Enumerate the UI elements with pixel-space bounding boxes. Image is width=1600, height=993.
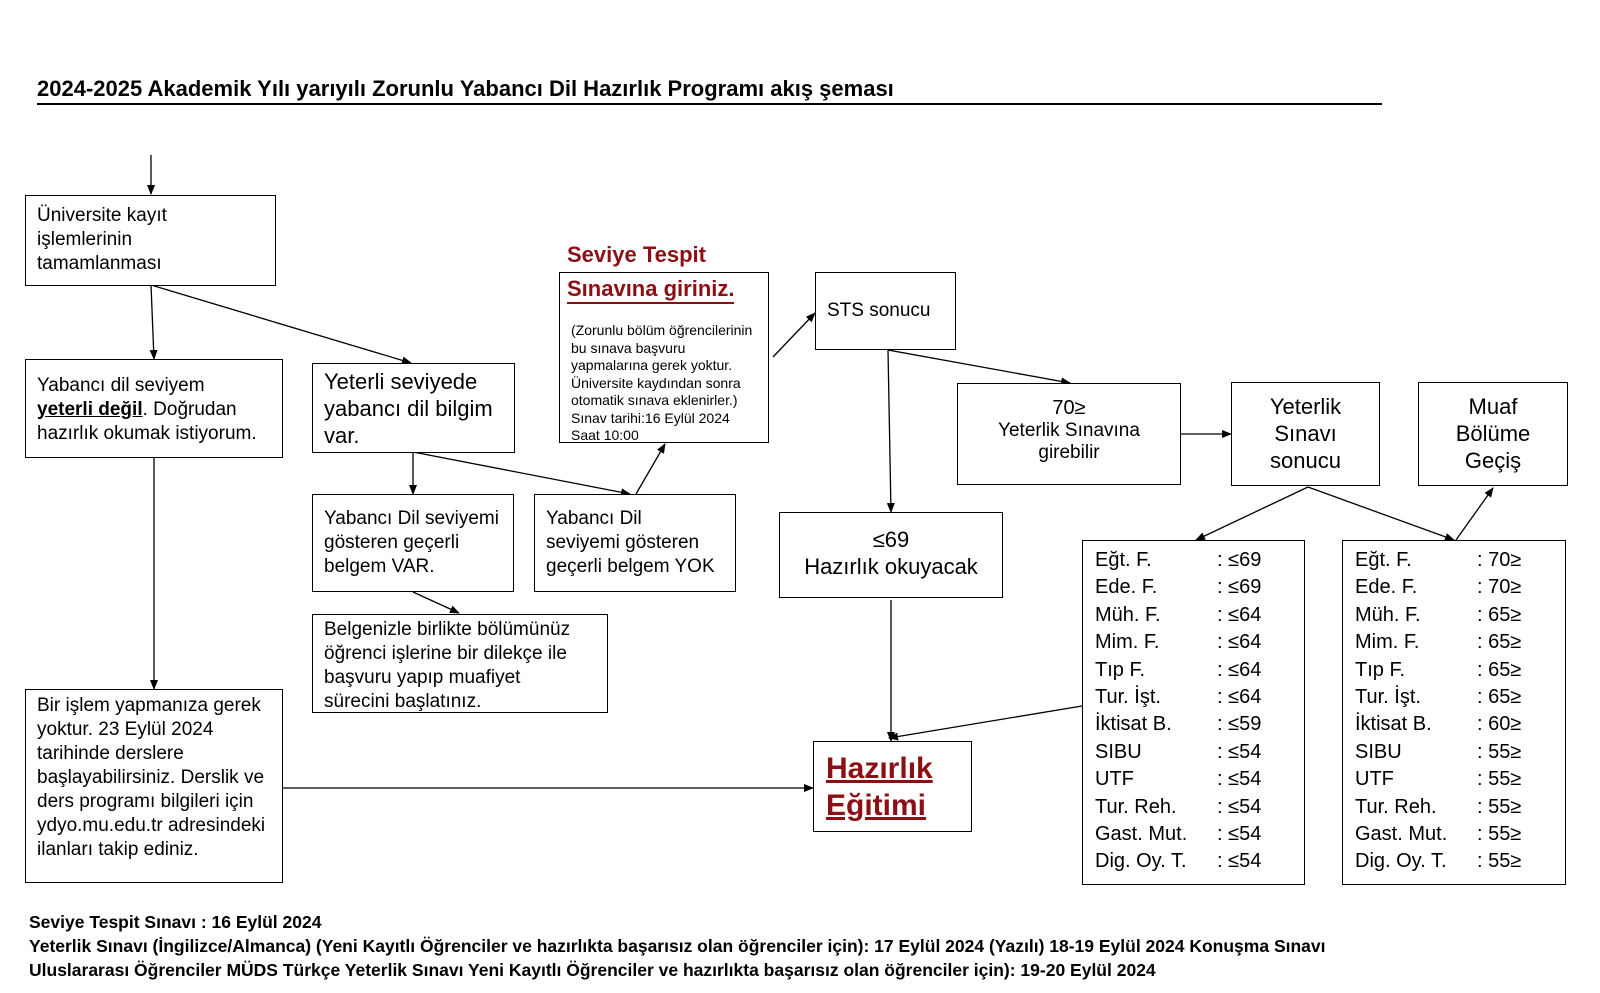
faculty-name: Mim. F.: [1355, 631, 1420, 654]
faculty-name: Gast. Mut.: [1355, 823, 1448, 846]
score-threshold: : ≤64: [1217, 603, 1262, 626]
no-action-line: ilanları takip ediniz.: [37, 839, 199, 860]
score-threshold: : ≤54: [1217, 823, 1262, 846]
arrow-result-to-fail: [1196, 487, 1308, 540]
certificate-yes-line: Yabancı Dil seviyemi: [324, 508, 499, 529]
faculty-name: Dig. Oy. T.: [1095, 850, 1187, 873]
score-row: [1355, 629, 1553, 656]
sufficient-box: [312, 363, 515, 453]
page-title: 2024-2025 Akademik Yılı yarıyılı Zorunlu Yabancı Dil Hazırlık Programı akış şeması: [37, 76, 1382, 105]
prep-will-study-box: [779, 512, 1003, 598]
score-threshold: : ≤59: [1217, 713, 1262, 736]
petition-line: başvuru yapıp muafiyet: [324, 667, 521, 688]
score-row: [1095, 602, 1292, 629]
sufficient-line: var.: [324, 423, 360, 448]
arrow-pass-to-exempt: [1456, 488, 1493, 540]
certificate-yes-line: gösteren geçerli: [324, 532, 460, 553]
registration-line: işlemlerinin: [37, 229, 133, 250]
score-threshold: : 55≥: [1477, 850, 1522, 873]
placement-heading: Seviye Tespit: [567, 242, 706, 267]
score-threshold: : 60≥: [1477, 713, 1522, 736]
no-action-line: tarihinde derslere: [37, 743, 184, 764]
no-action-line: ders programı bilgileri için: [37, 791, 254, 812]
score-row: [1355, 848, 1553, 875]
faculty-name: Mim. F.: [1095, 631, 1160, 654]
score-row: [1095, 848, 1292, 875]
score-row: [1355, 794, 1553, 821]
score-row: [1095, 711, 1292, 738]
arrow-cert-no-to-placement: [636, 444, 665, 494]
score-threshold: : ≤69: [1217, 549, 1262, 571]
placement-note-line: yapmalarına gerek yoktur.: [571, 357, 733, 373]
fail-score-table: [1082, 540, 1305, 885]
footer-line-2: Yeterlik Sınavı (İngilizce/Almanca) (Yeni Kayıtlı Öğrenciler ve hazırlıkta başarısız olan öğrenciler için): 17 Eylül 2024 (Yazılı) 18-19 Eylül 2024 Konuşma Sınavı: [29, 936, 1326, 956]
faculty-name: İktisat B.: [1095, 713, 1172, 736]
score-threshold: : 55≥: [1477, 768, 1522, 791]
proficiency-eligible-box: [957, 383, 1181, 485]
prep-education-line: Hazırlık: [826, 752, 933, 785]
proficiency-result-line: Sınavı: [1274, 421, 1337, 446]
no-action-line: yoktur. 23 Eylül 2024: [37, 719, 214, 740]
certificate-yes-line: belgem VAR.: [324, 556, 435, 577]
score-row: [1355, 766, 1553, 793]
footer-line-1: Seviye Tespit Sınavı : 16 Eylül 2024: [29, 912, 322, 932]
faculty-name: UTF: [1095, 768, 1134, 791]
certificate-no-line: seviyemi gösteren: [546, 532, 700, 553]
not-sufficient-line: . Doğrudan: [142, 399, 237, 420]
prep-label: Hazırlık okuyacak: [804, 554, 978, 579]
faculty-name: Eğt. F.: [1095, 549, 1152, 571]
score-row: [1355, 574, 1553, 601]
arrow-sufficient-to-cert-no: [413, 452, 630, 494]
arrow-cert-yes-to-petition: [413, 592, 459, 613]
registration-box: [25, 195, 276, 286]
not-sufficient-box: [25, 359, 283, 458]
score-row: [1355, 711, 1553, 738]
faculty-name: Tur. İşt.: [1095, 686, 1161, 709]
score-threshold: : 55≥: [1477, 795, 1522, 818]
placement-note-line: Saat 10:00: [571, 427, 639, 443]
faculty-name: Müh. F.: [1095, 603, 1161, 626]
score-threshold: : ≤64: [1217, 658, 1262, 681]
registration-line: Üniversite kayıt: [37, 205, 167, 226]
no-action-line: Bir işlem yapmanıza gerek: [37, 695, 261, 716]
score-row: [1355, 657, 1553, 684]
faculty-name: Müh. F.: [1355, 603, 1421, 626]
arrow-placement-to-sts: [773, 313, 815, 357]
sufficient-line: yabancı dil bilgim: [324, 396, 493, 421]
arrow-result-to-pass: [1308, 487, 1454, 540]
faculty-name: Gast. Mut.: [1095, 823, 1188, 846]
no-action-line: ydyo.mu.edu.tr adresindeki: [37, 815, 266, 836]
certificate-no-line: geçerli belgem YOK: [546, 556, 715, 577]
petition-line: sürecini başlatınız.: [324, 691, 482, 712]
faculty-name: Tur. Reh.: [1095, 795, 1177, 818]
placement-note-line: Sınav tarihi:16 Eylül 2024: [571, 409, 730, 426]
arrow-registration-to-sufficient: [151, 285, 411, 363]
score-threshold: : 65≥: [1477, 631, 1522, 654]
score-row: [1095, 739, 1292, 766]
petition-line: öğrenci işlerine bir dilekçe ile: [324, 643, 567, 664]
sufficient-line: Yeterli seviyede: [324, 369, 478, 394]
placement-heading-sub: Sınavına giriniz.: [567, 276, 734, 304]
score-row: [1355, 821, 1553, 848]
proficiency-result-line: sonucu: [1270, 448, 1341, 473]
score-threshold: : 55≥: [1477, 740, 1522, 763]
proficiency-result-line: Yeterlik: [1269, 394, 1342, 419]
prep-threshold: ≤69: [872, 527, 910, 552]
faculty-name: İktisat B.: [1355, 713, 1432, 736]
score-row: [1095, 574, 1292, 601]
proficiency-result-box: [1231, 382, 1380, 486]
score-row: [1095, 629, 1292, 656]
faculty-name: Tıp F.: [1355, 658, 1406, 681]
not-sufficient-line: hazırlık okumak istiyorum.: [37, 423, 257, 444]
eligible-line: girebilir: [1038, 442, 1100, 463]
score-threshold: : ≤54: [1217, 768, 1262, 791]
faculty-name: Eğt. F.: [1355, 549, 1412, 571]
footer-line-3: Uluslararası Öğrenciler MÜDS Türkçe Yeterlik Sınavı Yeni Kayıtlı Öğrenciler ve hazırlıkta başarısız olan öğrenciler için): 19-20 Eylül 2024: [29, 960, 1156, 980]
arrow-sts-to-eligible: [888, 350, 1070, 383]
score-threshold: : 70≥: [1477, 549, 1522, 571]
score-row: [1095, 657, 1292, 684]
faculty-name: UTF: [1355, 768, 1394, 791]
not-sufficient-line: Yabancı dil seviyem: [37, 375, 205, 396]
faculty-name: SIBU: [1095, 740, 1142, 763]
score-threshold: : 70≥: [1477, 576, 1522, 599]
arrow-sts-to-prep: [888, 350, 891, 512]
exempt-line: Muaf: [1468, 394, 1518, 419]
score-row: [1095, 766, 1292, 793]
score-row: [1095, 547, 1292, 574]
no-action-line: başlayabilirsiniz. Derslik ve: [37, 767, 265, 788]
certificate-yes-box: [312, 494, 514, 592]
score-row: [1095, 684, 1292, 711]
prep-education-label: [826, 750, 933, 824]
petition-line: Belgenizle birlikte bölümünüz: [324, 619, 571, 640]
score-row: [1355, 739, 1553, 766]
score-row: [1095, 821, 1292, 848]
faculty-name: Tur. Reh.: [1355, 795, 1437, 818]
sts-result-label: STS sonucu: [827, 300, 931, 321]
pass-score-table: [1342, 540, 1566, 885]
score-threshold: : 65≥: [1477, 658, 1522, 681]
score-threshold: : ≤54: [1217, 850, 1262, 873]
score-threshold: : 55≥: [1477, 823, 1522, 846]
eligible-line: Yeterlik Sınavına: [998, 420, 1140, 441]
faculty-name: SIBU: [1355, 740, 1402, 763]
not-sufficient-emphasis: yeterli değil: [37, 399, 143, 420]
sts-result-box: [815, 272, 956, 350]
faculty-name: Tur. İşt.: [1355, 686, 1421, 709]
placement-note-line: otomatik sınava eklenirler.): [571, 392, 738, 408]
arrow-registration-to-not-sufficient: [151, 285, 154, 359]
certificate-no-line: Yabancı Dil: [546, 508, 642, 529]
score-row: [1095, 794, 1292, 821]
placement-note-line: bu sınava başvuru: [571, 339, 686, 356]
exempt-line: Bölüme: [1455, 421, 1531, 446]
score-threshold: : ≤54: [1217, 740, 1262, 763]
score-threshold: : ≤64: [1217, 631, 1262, 654]
faculty-name: Ede. F.: [1095, 576, 1158, 599]
score-threshold: : 65≥: [1477, 686, 1522, 709]
exempt-line: Geçiş: [1464, 448, 1522, 473]
arrow-fail-to-education: [889, 706, 1082, 738]
registration-line: tamamlanması: [37, 253, 162, 274]
score-threshold: : 65≥: [1477, 603, 1522, 626]
score-row: [1355, 684, 1553, 711]
petition-box: [312, 614, 608, 713]
score-row: [1355, 602, 1553, 629]
score-threshold: : ≤54: [1217, 795, 1262, 818]
placement-note-line: Üniversite kaydından sonra: [571, 374, 741, 391]
score-row: [1355, 547, 1553, 574]
score-threshold: : ≤69: [1217, 576, 1262, 599]
no-action-box: [25, 689, 283, 883]
certificate-no-box: [534, 494, 736, 592]
faculty-name: Ede. F.: [1355, 576, 1418, 599]
faculty-name: Dig. Oy. T.: [1355, 850, 1447, 873]
score-threshold: : ≤64: [1217, 686, 1262, 709]
eligible-threshold: 70≥: [1052, 397, 1086, 419]
exempt-box: [1418, 382, 1568, 486]
faculty-name: Tıp F.: [1095, 658, 1146, 681]
placement-note-line: (Zorunlu bölüm öğrencilerinin: [571, 322, 753, 338]
prep-education-line: Eğitimi: [826, 789, 927, 822]
